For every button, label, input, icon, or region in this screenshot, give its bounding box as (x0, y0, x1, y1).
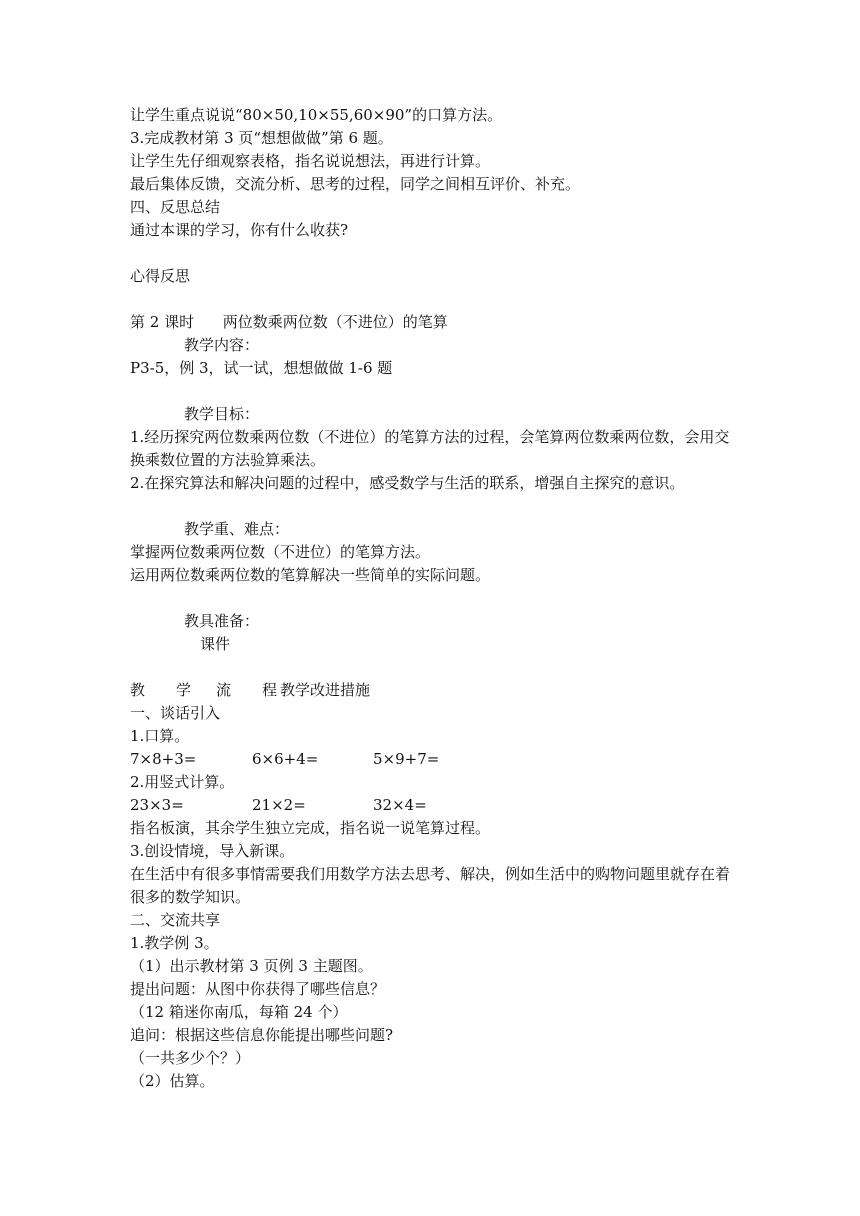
text-line: 1.口算。 (130, 727, 190, 745)
process-header (130, 679, 740, 702)
text-line: （2）估算。 (130, 1072, 215, 1090)
math-expression: 21×2= (252, 796, 306, 814)
math-row (130, 748, 740, 771)
text-line: 课件 (200, 635, 231, 653)
text-line: 掌握两位数乘两位数（不进位）的笔算方法。 (130, 543, 431, 561)
section-heading: 二、交流共享 (130, 911, 221, 929)
text-line: 提出问题：从图中你获得了哪些信息？ (130, 980, 386, 998)
math-expression: 23×3= (130, 796, 184, 814)
lesson-title: 第 2 课时 两位数乘两位数（不进位）的笔算 (130, 313, 448, 331)
text-line: （一共多少个？） (130, 1049, 251, 1067)
blank-line (130, 242, 740, 265)
subheading: 教学重、难点： (184, 520, 290, 538)
text-line: 2.用竖式计算。 (130, 773, 235, 791)
text-paragraph: 1.经历探究两位数乘两位数（不进位）的笔算方法的过程，会笔算两位数乘两位数，会用交换乘数位置的方法验算乘法。 (130, 428, 730, 469)
subheading: 教学目标： (184, 405, 260, 423)
section-heading: 心得反思 (130, 267, 191, 285)
math-expression: 32×4= (373, 796, 427, 814)
math-row (130, 794, 740, 817)
header-word: 流 (216, 681, 232, 699)
text-line: P3-5，例 3，试一试，想想做做 1-6 题 (130, 359, 393, 377)
text-line: 3.创设情境，导入新课。 (130, 842, 295, 860)
header-word: 程 (262, 681, 278, 699)
text-line: 通过本课的学习，你有什么收获? (130, 221, 349, 239)
text-line: 最后集体反馈，交流分析、思考的过程，同学之间相互评价、补充。 (130, 175, 581, 193)
math-expression: 7×8+3= (130, 750, 197, 768)
text-line: 1.教学例 3。 (130, 934, 219, 952)
header-word: 学 (176, 681, 192, 699)
text-line: （1）出示教材第 3 页例 3 主题图。 (130, 957, 373, 975)
text-line: 追问：根据这些信息你能提出哪些问题? (130, 1026, 394, 1044)
header-word: 教学改进措施 (280, 681, 371, 699)
text-line: 3.完成教材第 3 页“想想做做”第 6 题。 (130, 129, 393, 147)
blank-line (130, 288, 740, 311)
subheading: 教学内容： (184, 336, 260, 354)
blank-line (130, 495, 740, 518)
math-expression: 5×9+7= (373, 750, 440, 768)
text-paragraph: 2.在探究算法和解决问题的过程中，感受数学与生活的联系，增强自主探究的意识。 (130, 474, 685, 492)
math-expression: 6×6+4= (252, 750, 319, 768)
text-line: 指名板演，其余学生独立完成，指名说一说笔算过程。 (130, 819, 491, 837)
document-page (130, 104, 740, 1093)
blank-line (130, 587, 740, 610)
blank-line (130, 656, 740, 679)
section-heading: 四、反思总结 (130, 198, 221, 216)
header-word: 教 (130, 681, 146, 699)
text-line: 让学生先仔细观察表格，指名说说想法，再进行计算。 (130, 152, 491, 170)
text-line: 让学生重点说说“80×50,10×55,60×90”的口算方法。 (130, 106, 503, 124)
subheading: 教具准备： (184, 612, 260, 630)
text-line: （12 箱迷你南瓜，每箱 24 个） (130, 1003, 348, 1021)
section-heading: 一、谈话引入 (130, 704, 221, 722)
blank-line (130, 380, 740, 403)
text-paragraph: 在生活中有很多事情需要我们用数学方法去思考、解决，例如生活中的购物问题里就存在着很多的数学知识。 (130, 865, 731, 906)
text-line: 运用两位数乘两位数的笔算解决一些简单的实际问题。 (130, 566, 491, 584)
